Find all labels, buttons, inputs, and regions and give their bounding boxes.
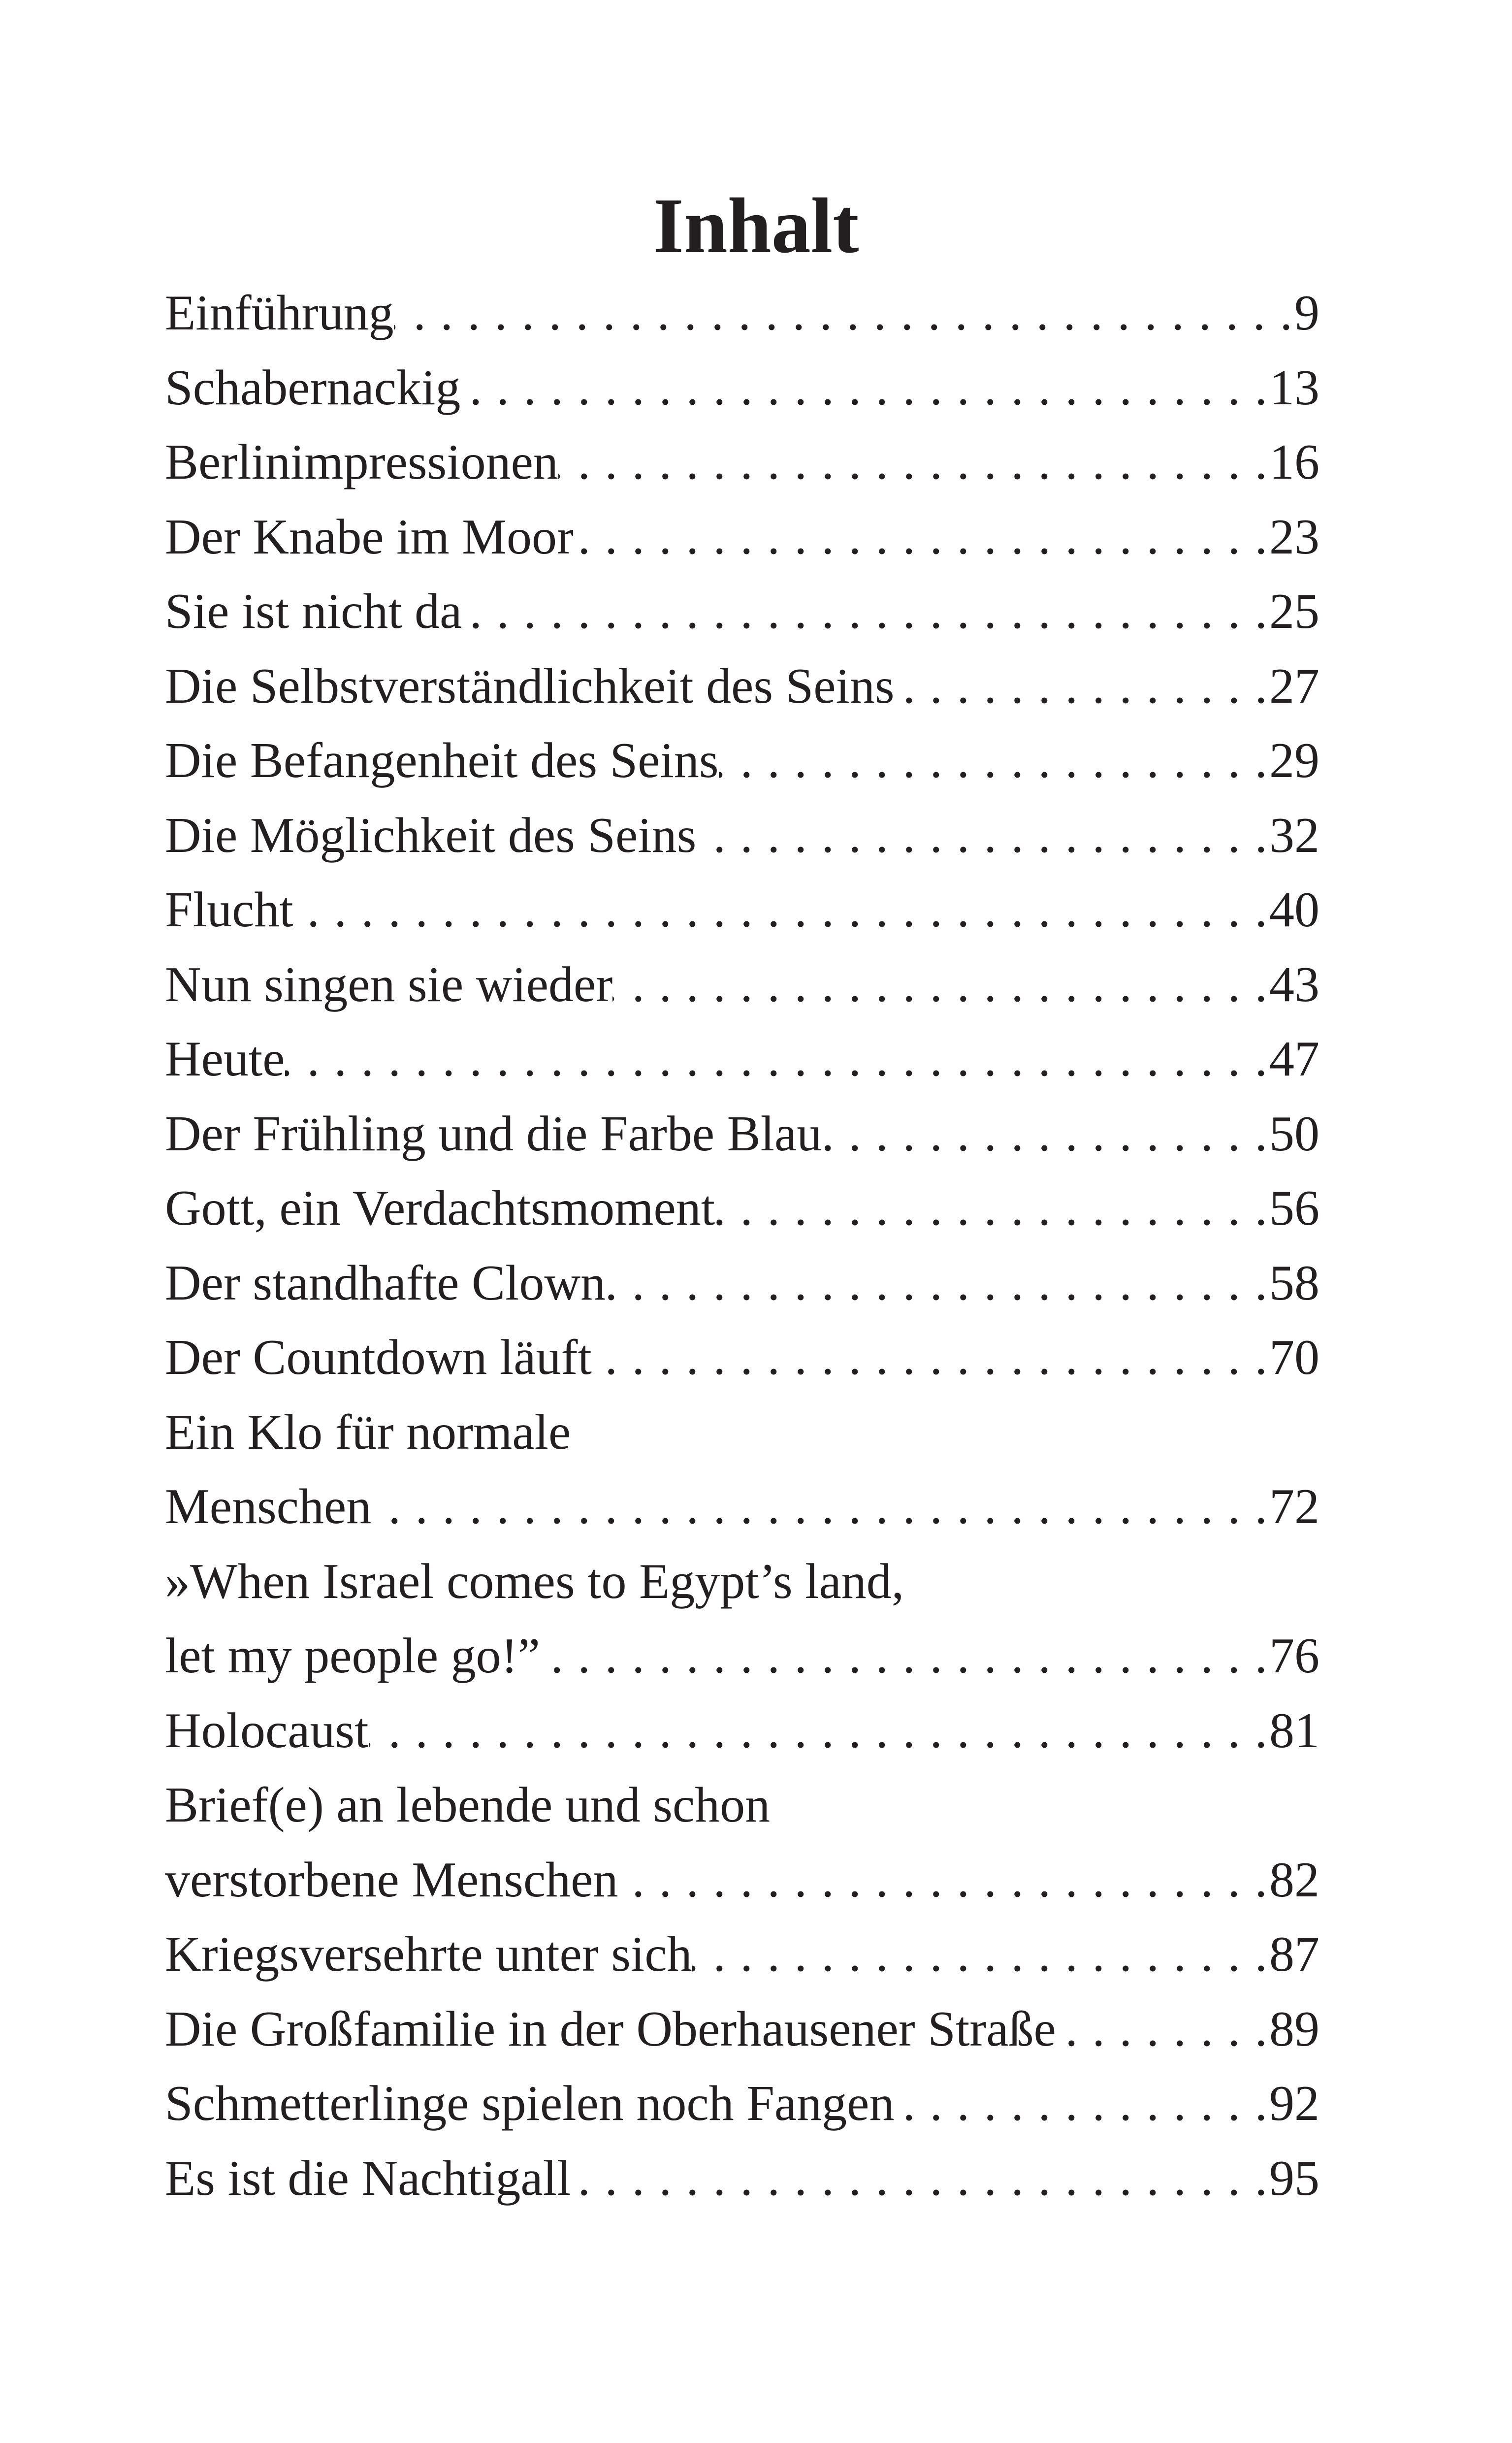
dot-leader (371, 1469, 1269, 1544)
dot-leader (558, 425, 1269, 500)
dot-leader (719, 723, 1269, 798)
toc-entry-title: verstorbene Menschen (165, 1852, 618, 1908)
toc-page-number: 29 (1269, 733, 1319, 788)
dot-leader (696, 798, 1269, 873)
toc-entry-line (165, 276, 1319, 351)
toc-page-number: 9 (1294, 285, 1319, 341)
toc-entry-line (165, 425, 1319, 500)
toc-entry (165, 1395, 1319, 1544)
dot-leader (895, 649, 1269, 724)
toc-entry-title: Einführung (165, 285, 394, 341)
toc-entry-line (165, 947, 1319, 1022)
toc-entry-title: Kriegsversehrte unter sich (165, 1926, 692, 1982)
dot-leader (394, 276, 1294, 351)
dot-leader (293, 873, 1269, 947)
dot-leader (612, 947, 1269, 1022)
toc-entry (165, 1694, 1319, 1768)
toc-entry-title: Die Selbstverständlichkeit des Seins (165, 658, 895, 714)
toc-entry-title: Flucht (165, 882, 293, 938)
toc-entry (165, 723, 1319, 798)
toc-entry-title: Heute (165, 1031, 285, 1087)
toc-page-number: 32 (1269, 807, 1319, 863)
toc-entry-line (165, 1917, 1319, 1992)
toc-entry (165, 425, 1319, 500)
dot-leader (460, 351, 1269, 425)
toc-page-number: 40 (1269, 882, 1319, 938)
toc-entry-title: Der standhafte Clown (165, 1255, 606, 1311)
toc-entry-line (165, 2141, 1319, 2216)
toc-page-number: 87 (1269, 1926, 1319, 1982)
toc-entry (165, 1171, 1319, 1246)
toc-entry-title: Die Möglichkeit des Seins (165, 807, 697, 863)
toc-entry-line (165, 723, 1319, 798)
toc-entry (165, 873, 1319, 947)
toc-page-number: 25 (1269, 584, 1319, 639)
toc-entry-line (165, 1544, 1319, 1619)
toc-entry (165, 2066, 1319, 2141)
toc-entry (165, 1097, 1319, 1172)
toc-entry-line (165, 798, 1319, 873)
toc-entry (165, 1320, 1319, 1395)
toc-entry (165, 947, 1319, 1022)
toc-entry-line (165, 649, 1319, 724)
toc-entry (165, 1992, 1319, 2067)
toc-entry-title: Die Großfamilie in der Oberhausener Straße (165, 2001, 1056, 2057)
dot-leader (571, 2141, 1269, 2216)
dot-leader (606, 1246, 1269, 1321)
toc-entry-line (165, 1619, 1319, 1694)
toc-entry (165, 574, 1319, 649)
toc-page-number: 82 (1269, 1852, 1319, 1908)
toc-entry-title: let my people go!” (165, 1628, 540, 1684)
toc-entry (165, 649, 1319, 724)
toc-entry-title: Die Befangenheit des Seins (165, 733, 719, 788)
toc-page-number: 58 (1269, 1255, 1319, 1311)
toc-entry-title: »When Israel comes to Egypt’s land, (165, 1553, 904, 1609)
toc-entry-line (165, 1171, 1319, 1246)
toc-page-number: 23 (1269, 509, 1319, 565)
toc-entry-line (165, 1768, 1319, 1843)
dot-leader (894, 2066, 1269, 2141)
toc-entry-title: Berlinimpressionen (165, 434, 558, 490)
toc-entry-title: Gott, ein Verdachtsmoment (165, 1180, 715, 1236)
toc-page-number: 43 (1269, 956, 1319, 1012)
toc-entry-line (165, 1992, 1319, 2067)
toc-page-number: 27 (1269, 658, 1319, 714)
toc-entry-title: Schabernackig (165, 359, 461, 416)
toc-entry-title: Nun singen sie wieder (165, 956, 613, 1012)
toc-entry (165, 1768, 1319, 1917)
toc-entry-line (165, 1022, 1319, 1097)
toc-entry-title: Brief(e) an lebende und schon (165, 1777, 771, 1833)
toc-entry (165, 1917, 1319, 1992)
toc-entry-line (165, 873, 1319, 947)
toc-entry-line (165, 1843, 1319, 1918)
dot-leader (1056, 1992, 1269, 2067)
toc-entry (165, 798, 1319, 873)
toc-entry-line (165, 351, 1319, 425)
toc-entry-title: Der Frühling und die Farbe Blau (165, 1106, 822, 1162)
toc-entry-line (165, 1469, 1319, 1544)
toc-entry-line (165, 1246, 1319, 1321)
toc-entry-title: Ein Klo für normale (165, 1404, 571, 1460)
toc-entry-title: Holocaust (165, 1702, 369, 1759)
toc-entry-title: Schmetterlinge spielen noch Fangen (165, 2076, 895, 2131)
toc-entry (165, 500, 1319, 575)
toc-page-number: 70 (1269, 1330, 1319, 1385)
toc-page-number: 76 (1269, 1628, 1319, 1684)
toc-page-number: 16 (1269, 434, 1319, 490)
toc-page-number: 50 (1269, 1106, 1319, 1162)
toc-entry-title: Es ist die Nachtigall (165, 2150, 571, 2206)
toc-entry-line (165, 500, 1319, 575)
toc-entry-line (165, 1395, 1319, 1470)
toc-entry-line (165, 1097, 1319, 1172)
toc-entry (165, 1544, 1319, 1694)
dot-leader (592, 1320, 1269, 1395)
dot-leader (715, 1171, 1269, 1246)
page-title: Inhalt (653, 182, 859, 269)
table-of-contents (165, 276, 1319, 2215)
toc-entry-title: Sie ist nicht da (165, 584, 462, 639)
toc-entry-title: Menschen (165, 1479, 372, 1534)
toc-page-number: 92 (1269, 2076, 1319, 2131)
toc-entry-line (165, 1694, 1319, 1768)
dot-leader (462, 574, 1269, 649)
toc-page-number: 47 (1269, 1031, 1319, 1087)
toc-page-number: 72 (1269, 1479, 1319, 1534)
toc-page-number: 13 (1269, 359, 1319, 416)
toc-entry (165, 1022, 1319, 1097)
dot-leader (540, 1619, 1269, 1694)
dot-leader (692, 1917, 1269, 1992)
dot-leader (822, 1097, 1269, 1172)
dot-leader (285, 1022, 1269, 1097)
toc-page-number: 56 (1269, 1180, 1319, 1236)
toc-entry (165, 2141, 1319, 2216)
toc-entry-title: Der Knabe im Moor (165, 509, 574, 565)
toc-page-number: 81 (1269, 1702, 1319, 1759)
toc-entry (165, 351, 1319, 425)
toc-entry-title: Der Countdown läuft (165, 1330, 592, 1385)
toc-entry (165, 276, 1319, 351)
toc-page-number: 95 (1269, 2150, 1319, 2206)
toc-page-number: 89 (1269, 2001, 1319, 2057)
dot-leader (618, 1843, 1270, 1918)
dot-leader (369, 1694, 1269, 1768)
toc-entry-line (165, 574, 1319, 649)
toc-entry-line (165, 2066, 1319, 2141)
dot-leader (574, 500, 1269, 575)
toc-entry (165, 1246, 1319, 1321)
toc-entry-line (165, 1320, 1319, 1395)
